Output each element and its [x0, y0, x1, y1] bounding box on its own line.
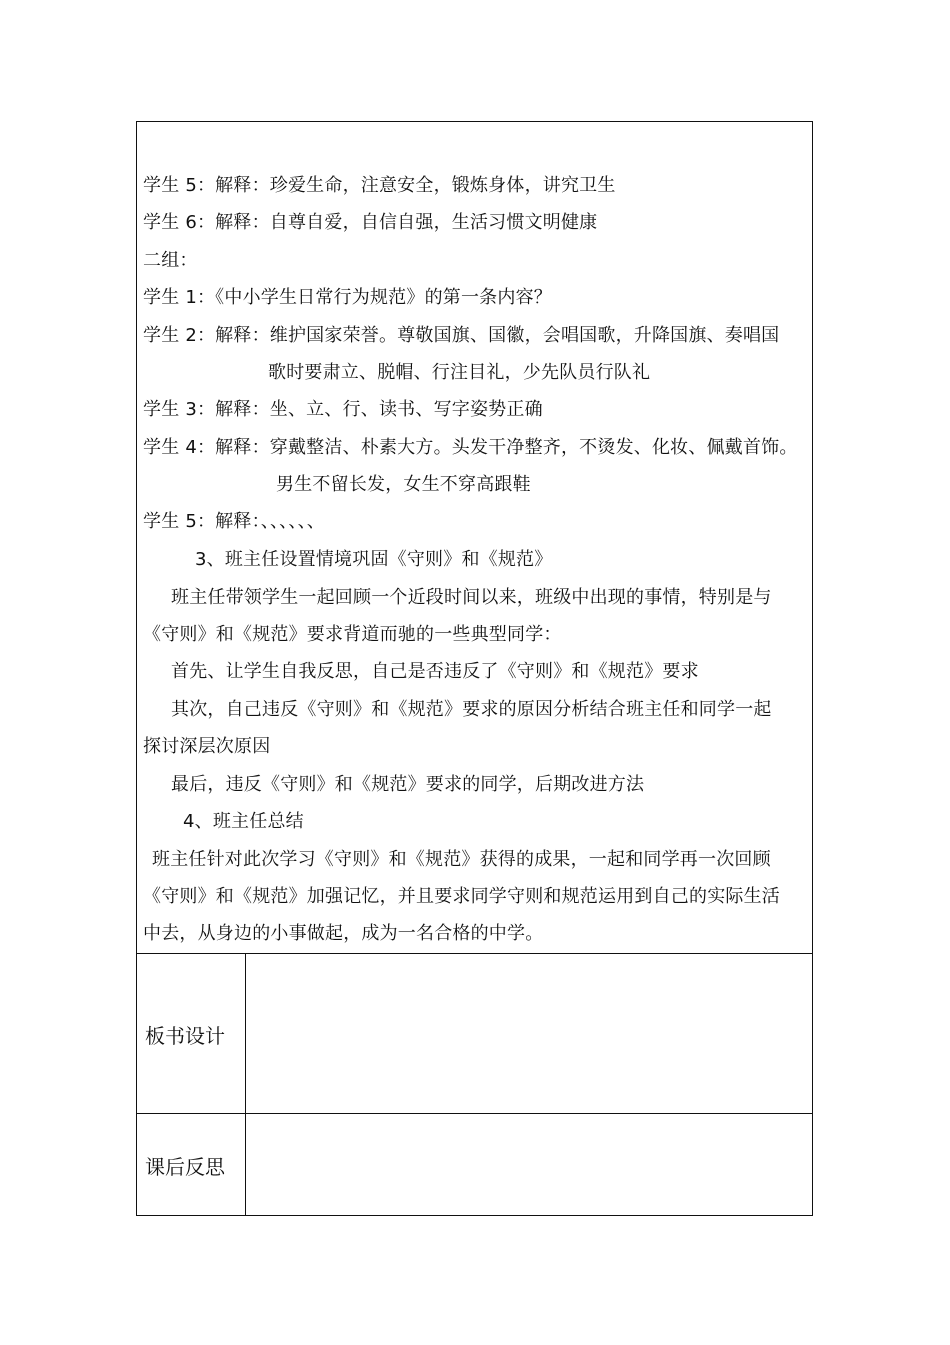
board-design-label: 板书设计	[145, 1024, 225, 1048]
section-heading: 4、班主任总结	[183, 811, 304, 832]
text-line: 探讨深层次原因	[143, 736, 271, 757]
section-heading: 3、班主任设置情境巩固《守则》和《规范》	[195, 549, 553, 570]
text-line: 学生 5：解释：、、、、、、	[143, 511, 325, 532]
table-divider	[136, 953, 813, 954]
text-line: 《守则》和《规范》要求背道而驰的一些典型同学：	[143, 624, 562, 645]
text-line: 中去，从身边的小事做起，成为一名合格的中学。	[143, 923, 544, 944]
text-line: 歌时要肃立、脱帽、行注目礼，少先队员行队礼	[268, 362, 651, 383]
text-line: 学生 2：解释：维护国家荣誉。尊敬国旗、国徽，会唱国歌，升降国旗、奏唱国	[143, 325, 780, 346]
text-line: 二组：	[143, 250, 198, 271]
table-column-divider	[245, 953, 246, 1216]
text-line: 学生 3：解释：坐、立、行、读书、写字姿势正确	[143, 399, 543, 420]
text-line: 《守则》和《规范》加强记忆，并且要求同学守则和规范运用到自己的实际生活	[143, 886, 780, 907]
text-line: 学生 5：解释：珍爱生命，注意安全，锻炼身体，讲究卫生	[143, 175, 616, 196]
reflection-label: 课后反思	[145, 1155, 225, 1179]
text-line: 学生 6：解释：自尊自爱，自信自强，生活习惯文明健康	[143, 212, 598, 233]
text-line: 班主任带领学生一起回顾一个近段时间以来，班级中出现的事情，特别是与	[171, 587, 772, 608]
text-line: 最后，违反《守则》和《规范》要求的同学，后期改进方法	[171, 774, 645, 795]
text-line: 班主任针对此次学习《守则》和《规范》获得的成果，一起和同学再一次回顾	[152, 849, 771, 870]
text-line: 其次，自己违反《守则》和《规范》要求的原因分析结合班主任和同学一起	[171, 699, 772, 720]
text-line: 首先、让学生自我反思，自己是否违反了《守则》和《规范》要求	[171, 661, 699, 682]
text-line: 学生 4：解释：穿戴整洁、朴素大方。头发干净整齐，不烫发、化妆、佩戴首饰。	[143, 437, 798, 458]
text-line: 学生 1：《中小学生日常行为规范》的第一条内容？	[143, 287, 552, 308]
text-line: 男生不留长发，女生不穿高跟鞋	[276, 474, 531, 495]
table-divider	[136, 1113, 813, 1114]
